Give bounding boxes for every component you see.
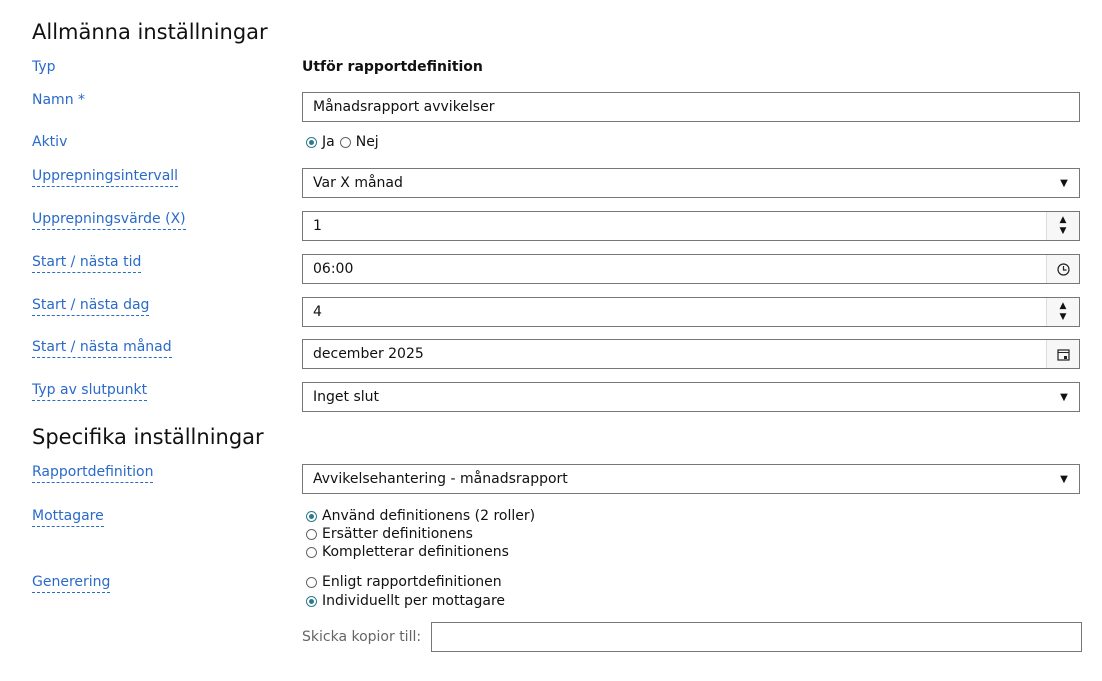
recipients-label[interactable]: Mottagare [32, 508, 104, 527]
month-input[interactable] [302, 339, 1080, 369]
type-label: Typ [32, 59, 56, 75]
radio-icon[interactable] [306, 577, 317, 588]
repeat-value: 1 [313, 218, 322, 234]
time-value: 06:00 [313, 261, 354, 277]
month-label[interactable]: Start / nästa månad [32, 339, 172, 358]
end-label[interactable]: Typ av slutpunkt [32, 382, 147, 401]
active-yes-label: Ja [322, 134, 335, 150]
active-no-label: Nej [355, 134, 379, 150]
type-value: Utför rapportdefinition [302, 59, 483, 75]
calendar-icon[interactable] [1046, 340, 1079, 368]
end-select[interactable] [302, 382, 1080, 412]
option-label: Enligt rapportdefinitionen [322, 574, 502, 590]
option-label: Ersätter definitionens [322, 526, 473, 542]
generation-label[interactable]: Generering [32, 574, 110, 593]
report-value: Avvikelsehantering - månadsrapport [313, 471, 568, 487]
recipients-option[interactable] [306, 508, 535, 524]
active-no-radio[interactable] [340, 137, 351, 148]
generation-option[interactable] [306, 574, 502, 590]
radio-icon[interactable] [306, 596, 317, 607]
interval-select[interactable] [302, 168, 1080, 198]
stepper-icon[interactable]: ▲ ▼ [1046, 212, 1079, 240]
copies-input[interactable] [431, 622, 1082, 652]
month-value: december 2025 [313, 346, 424, 362]
end-value: Inget slut [313, 389, 379, 405]
option-label: Kompletterar definitionens [322, 544, 509, 560]
day-input[interactable] [302, 297, 1080, 327]
recipients-option[interactable] [306, 526, 473, 542]
day-label[interactable]: Start / nästa dag [32, 297, 149, 316]
chevron-down-icon: ▼ [1060, 177, 1068, 189]
active-label: Aktiv [32, 134, 68, 150]
time-input[interactable] [302, 254, 1080, 284]
specific-heading: Specifika inställningar [32, 425, 264, 449]
name-label: Namn * [32, 92, 86, 108]
repeat-input[interactable] [302, 211, 1080, 241]
name-input[interactable] [302, 92, 1080, 122]
name-value: Månadsrapport avvikelser [313, 99, 495, 115]
recipients-option[interactable] [306, 544, 509, 560]
stepper-icon[interactable]: ▲ ▼ [1046, 298, 1079, 326]
active-yes-radio[interactable] [306, 137, 317, 148]
time-label[interactable]: Start / nästa tid [32, 254, 141, 273]
active-radio-group [306, 134, 379, 150]
clock-icon[interactable] [1046, 255, 1079, 283]
copies-label: Skicka kopior till: [302, 629, 422, 645]
report-select[interactable] [302, 464, 1080, 494]
radio-icon[interactable] [306, 529, 317, 540]
radio-icon[interactable] [306, 547, 317, 558]
chevron-down-icon: ▼ [1060, 391, 1068, 403]
radio-icon[interactable] [306, 511, 317, 522]
repeat-label[interactable]: Upprepningsvärde (X) [32, 211, 186, 230]
chevron-down-icon: ▼ [1060, 473, 1068, 485]
general-heading: Allmänna inställningar [32, 20, 268, 44]
interval-value: Var X månad [313, 175, 403, 191]
interval-label[interactable]: Upprepningsintervall [32, 168, 178, 187]
option-label: Använd definitionens (2 roller) [322, 508, 536, 524]
generation-option[interactable] [306, 593, 505, 609]
option-label: Individuellt per mottagare [322, 593, 506, 609]
day-value: 4 [313, 304, 322, 320]
report-label[interactable]: Rapportdefinition [32, 464, 153, 483]
